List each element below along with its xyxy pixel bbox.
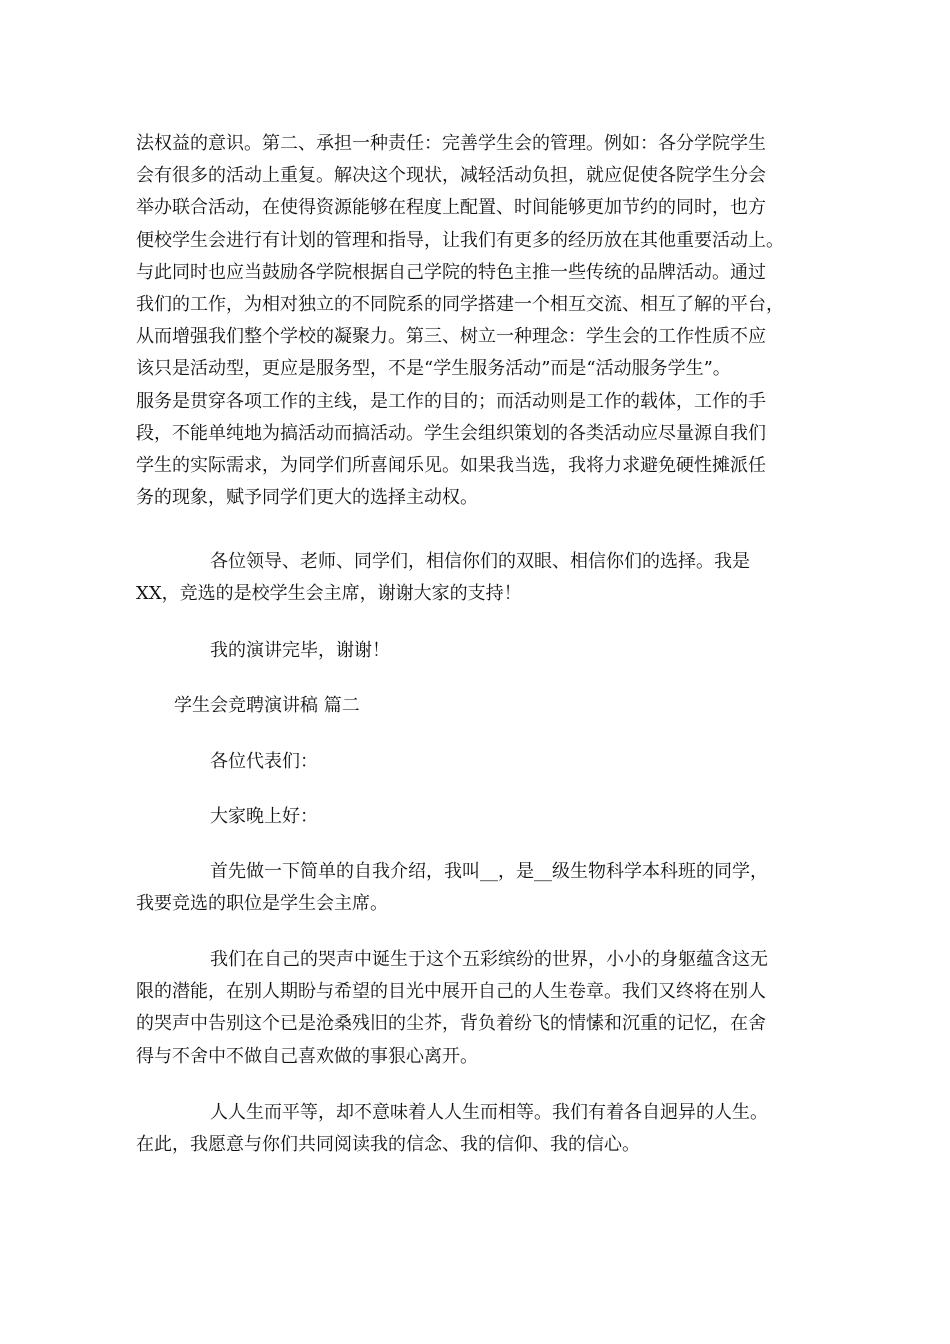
text-line: 会有很多的活动上重复。解决这个现状，减轻活动负担，就应促使各院学生分会 <box>136 165 766 187</box>
text-line: 举办联合活动，在使得资源能够在程度上配置、时间能够更加节约的同时，也方 <box>136 197 766 219</box>
text-line: 的哭声中告别这个已是沧桑残旧的尘芥，背负着纷飞的情愫和沉重的记忆，在舍 <box>136 1013 766 1035</box>
paragraph-salutation: 各位代表们： <box>210 751 318 772</box>
paragraph-greeting: 大家晚上好： <box>210 806 318 827</box>
paragraph-self-introduction <box>136 856 816 920</box>
text-line: 法权益的意识。第二、承担一种责任：完善学生会的管理。例如：各分学院学生 <box>136 133 766 154</box>
text-line: 务的现象，赋予同学们更大的选择主动权。 <box>136 487 478 509</box>
text-line: 在此，我愿意与你们共同阅读我的信念、我的信仰、我的信心。 <box>136 1134 640 1156</box>
text-line: 我要竞选的职位是学生会主席。 <box>136 893 388 915</box>
section-title: 学生会竞聘演讲稿 篇二 <box>174 695 360 716</box>
text-line: 便校学生会进行有计划的管理和指导，让我们有更多的经历放在其他重要活动上。 <box>136 229 784 251</box>
text-line: 首先做一下简单的自我介绍，我叫__，是__级生物科学本科班的同学， <box>210 861 768 882</box>
text-line: 服务是贯穿各项工作的主线，是工作的目的；而活动则是工作的载体，工作的手 <box>136 390 766 412</box>
text-line: 段，不能单纯地为搞活动而搞活动。学生会组织策划的各类活动应尽量源自我们 <box>136 422 766 444</box>
text-line: 我们在自己的哭声中诞生于这个五彩缤纷的世界，小小的身躯蕴含这无 <box>210 949 768 970</box>
paragraph-closing-appeal <box>136 546 816 610</box>
text-line: 得与不舍中不做自己喜欢做的事狠心离开。 <box>136 1045 478 1067</box>
paragraph-student-union-management <box>136 128 816 514</box>
text-line: 从而增强我们整个学校的凝聚力。第三、树立一种理念：学生会的工作性质不应 <box>136 326 766 348</box>
paragraph-speech-end: 我的演讲完毕，谢谢！ <box>210 640 390 661</box>
text-line: 人人生而平等，却不意味着人人生而相等。我们有着各自迥异的人生。 <box>210 1102 768 1123</box>
text-line: 各位领导、老师、同学们，相信你们的双眼、相信你们的选择。我是 <box>210 551 750 572</box>
text-line: XX，竞选的是校学生会主席，谢谢大家的支持！ <box>136 583 522 605</box>
text-line: 该只是活动型，更应是服务型，不是“学生服务活动”而是“活动服务学生”。 <box>136 358 731 380</box>
paragraph-life-reflection <box>136 944 816 1073</box>
text-line: 与此同时也应当鼓励各学院根据自己学院的特色主推一些传统的品牌活动。通过 <box>136 261 766 283</box>
text-line: 我们的工作，为相对独立的不同院系的同学搭建一个相互交流、相互了解的平台， <box>136 294 784 316</box>
text-line: 限的潜能，在别人期盼与希望的目光中展开自己的人生卷章。我们又终将在别人 <box>136 981 766 1003</box>
text-line: 学生的实际需求，为同学们所喜闻乐见。如果我当选，我将力求避免硬性摊派任 <box>136 455 766 477</box>
paragraph-equality-belief <box>136 1097 816 1161</box>
